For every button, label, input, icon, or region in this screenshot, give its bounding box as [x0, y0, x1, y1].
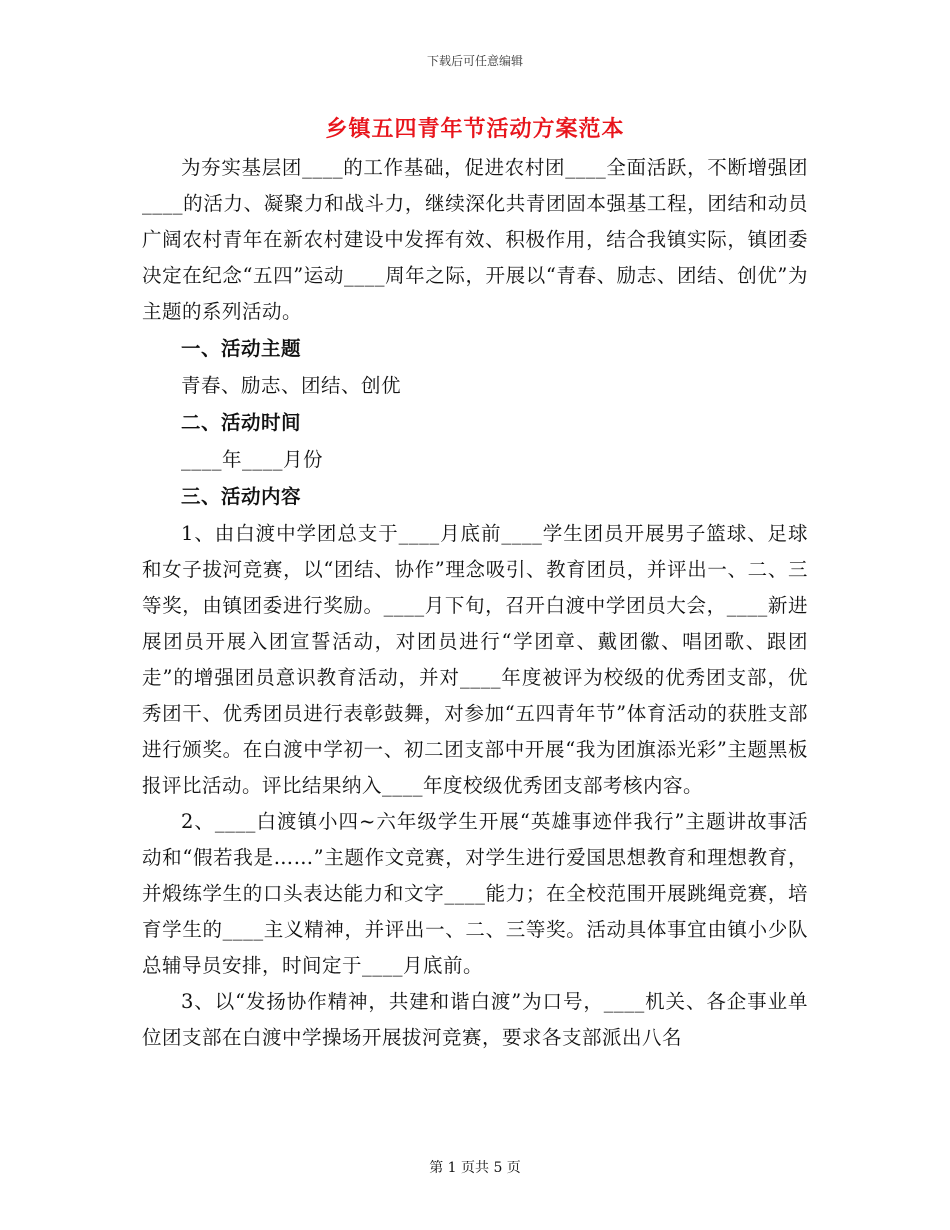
page-footer: 第 1 页共 5 页: [429, 1160, 521, 1176]
intro-paragraph: 为夯实基层团____的工作基础，促进农村团____全面活跃，不断增强团____的活力、凝聚力和战斗力，继续深化共青团固本强基工程，团结和动员广阔农村青年在新农村建设中发挥有效、积极作用，结合我镇实际，镇团委决定在纪念“五四”运动____周年之际，开展以“青春、励志、团结、创优”为主题的系列活动。: [142, 156, 808, 323]
section-heading-time: 二、活动时间: [181, 411, 302, 434]
content-item-2: 2、____白渡镇小四~六年级学生开展“英雄事迹伴我行”主题讲故事活动和“假若我是……”主题作文竞赛，对学生进行爱国思想教育和理想教育，并煅练学生的口头表达能力和文字____能力；在全校范围开展跳绳竞赛，培育学生的____主义精神，并评出一、二、三等奖。活动具体事宜由镇小少队总辅导员安排，时间定于____月底前。: [142, 810, 808, 977]
section-text-time: ____年____月份: [181, 448, 324, 471]
section-heading-theme: 一、活动主题: [181, 337, 302, 360]
content-item-3: 3、以“发扬协作精神，共建和谐白渡”为口号，____机关、各企事业单位团支部在白渡中学操场开展拔河竞赛，要求各支部派出八名: [142, 990, 808, 1049]
content-item-1: 1、由白渡中学团总支于____月底前____学生团员开展男子篮球、足球和女子拔河竞赛，以“团结、协作”理念吸引、教育团员，并评出一、二、三等奖，由镇团委进行奖励。____月下旬，召开白渡中学团员大会，____新进展团员开展入团宣誓活动，对团员进行“学团章、戴团徽、唱团歌、跟团走”的增强团员意识教育活动，并对____年度被评为校级的优秀团支部，优秀团干、优秀团员进行表彰鼓舞，对参加“五四青年节”体育活动的获胜支部进行颁奖。在白渡中学初一、初二团支部中开展“我为团旗添光彩”主题黑板报评比活动。评比结果纳入____年度校级优秀团支部考核内容。: [142, 522, 808, 797]
section-heading-content: 三、活动内容: [181, 485, 302, 508]
section-text-theme: 青春、励志、团结、创优: [181, 374, 402, 397]
document-body: [142, 150, 808, 1056]
document-title: 乡镇五四青年节活动方案范本: [325, 116, 625, 142]
header-note: 下载后可任意编辑: [426, 54, 523, 68]
